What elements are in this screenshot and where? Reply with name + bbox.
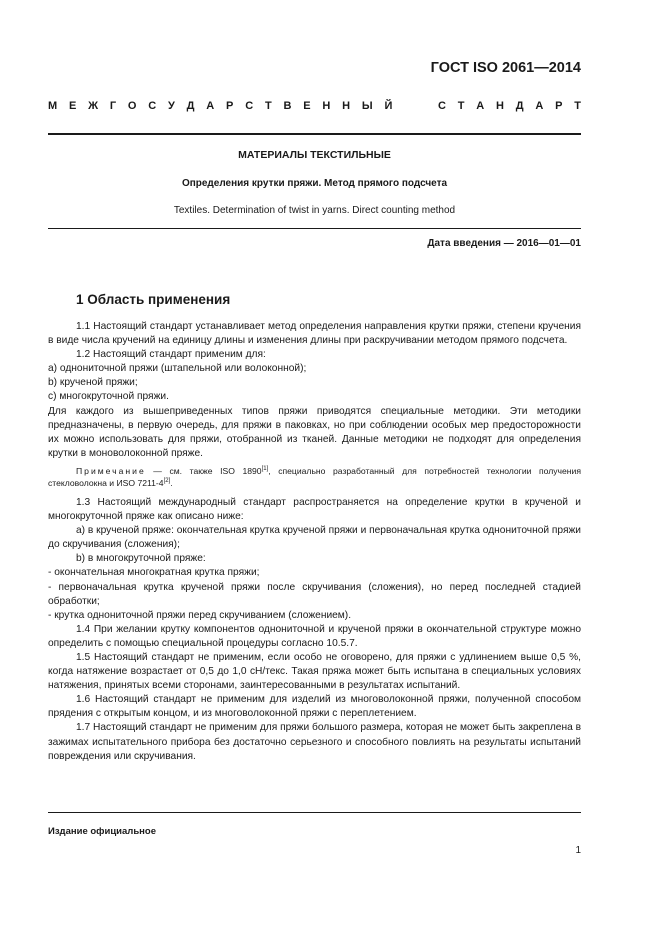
banner-letter: Д xyxy=(515,100,524,112)
banner-letter: О xyxy=(127,100,137,112)
banner-letter: С xyxy=(148,100,157,112)
list-item: - крутка однониточной пряжи перед скручиванием (сложением). xyxy=(48,609,352,621)
banner-letter: Г xyxy=(109,100,117,112)
paragraph-methods: Для каждого из вышеприведенных типов пряжи приводятся специальные методики. Эти методики предназначены, в первую очередь, для пряжи в паковках, но при соблюдении особых мер предосторожности их можно использовать для пряжи, отобранной из тканей. Данные методики не подходят для определения крутки в моноволоконной пряже. xyxy=(48,405,581,459)
list-item: b) крученой пряжи; xyxy=(48,377,138,389)
note-label: Примечание xyxy=(76,465,146,476)
document-designation: ГОСТ ISO 2061—2014 xyxy=(430,60,581,76)
banner-letter: Ж xyxy=(88,100,99,112)
standard-title: МАТЕРИАЛЫ ТЕКСТИЛЬНЫЕ xyxy=(238,149,391,161)
paragraph-1-7: 1.7 Настоящий стандарт не применим для пряжи большого размера, которая не может быть закреплена в зажимах испытательного прибора без достаточно серьезного и способного повлиять на результаты испытаний повреждения или скручивания. xyxy=(48,722,581,762)
paragraph-1-4: 1.4 При желании крутку компонентов однониточной и крученой пряжи в окончательной структуре можно определить с помощью специальной процедуры согласно 10.5.7. xyxy=(48,623,581,649)
english-title: Textiles. Determination of twist in yarns. Direct counting method xyxy=(173,205,456,216)
page-number: 1 xyxy=(575,845,581,856)
paragraph-1-5: 1.5 Настоящий стандарт не применим, если особо не оговорено, для пряжи с удлинением выше 0,5 %, когда натяжение возрастает от 0,5 до 1,0 сН/текс. Такая пряжа может быть испытана в специальных условиях натяжения, принятых всеми сторонами, заинтересованными в результатах испытаний. xyxy=(48,651,581,692)
list-item: с) многокруточной пряжи. xyxy=(48,391,169,403)
note-text: , специально разработанный для потребностей технологии получения стекловолокна и ИSO 7211-4 xyxy=(48,465,581,488)
banner-letter: А xyxy=(535,100,544,112)
list-item: а) однониточной пряжи (штапельной или волоконной); xyxy=(48,363,307,375)
banner-letter: Ы xyxy=(361,100,373,112)
paragraph-1-3: 1.3 Настоящий международный стандарт распространяется на определение крутки в крученой и многокруточной пряже как описано ниже: xyxy=(48,496,581,523)
reference-marker: [1] xyxy=(261,466,269,473)
banner-letter: А xyxy=(476,100,485,112)
banner-letter: У xyxy=(168,100,175,112)
note-text: — см. также ISO 1890 xyxy=(145,465,262,476)
banner-letter: В xyxy=(283,100,292,112)
reference-marker: [2] xyxy=(163,478,171,485)
banner-letter: Е xyxy=(68,100,77,112)
banner-letter: Н xyxy=(322,100,331,112)
banner-letter: Н xyxy=(495,100,504,112)
official-edition-label: Издание официальное xyxy=(48,826,156,837)
list-item: - первоначальная крутка крученой пряжи после скручивания (сложения), но перед последней стадией обработки; xyxy=(48,581,581,607)
note xyxy=(48,465,581,489)
banner-letter: Н xyxy=(342,100,351,112)
list-item: b) в многокруточной пряже: xyxy=(76,553,206,565)
list-item: а) в крученой пряже: окончательная крутка крученой пряжи и первоначальная крутка однониточной пряжи до скручивания (сложения); xyxy=(48,525,581,551)
banner-letter: Т xyxy=(264,100,272,112)
interstate-standard-banner xyxy=(48,100,581,112)
banner-letter: Р xyxy=(226,100,234,112)
header-rule xyxy=(48,133,581,135)
banner-letter: С xyxy=(245,100,254,112)
banner-word-gap xyxy=(404,100,426,112)
paragraph-1-2: 1.2 Настоящий стандарт применим для: xyxy=(76,349,266,361)
banner-letter: Р xyxy=(555,100,563,112)
banner-letter: М xyxy=(48,100,58,112)
standard-subtitle: Определения крутки пряжи. Метод прямого подсчета xyxy=(181,178,448,189)
banner-letter: Т xyxy=(574,100,581,112)
banner-letter: Д xyxy=(186,100,195,112)
banner-letter: А xyxy=(206,100,215,112)
banner-letter: Й xyxy=(384,100,393,112)
title-rule xyxy=(48,228,581,229)
footer-rule xyxy=(48,812,581,813)
note-text: . xyxy=(170,477,173,488)
section-heading: 1 Область применения xyxy=(76,292,231,307)
list-item: - окончательная многократная крутка пряжи; xyxy=(48,567,260,579)
section-body xyxy=(48,320,581,764)
banner-letter: С xyxy=(437,100,446,112)
introduction-date: Дата введения — 2016—01—01 xyxy=(427,238,581,249)
paragraph-1-6: 1.6 Настоящий стандарт не применим для изделий из многоволоконной пряжи, полученной способом прядения с открытым концом, и из многоволоконной пряжи с переплетением. xyxy=(48,694,581,720)
banner-letter: Т xyxy=(457,100,465,112)
paragraph-1-1: 1.1 Настоящий стандарт устанавливает метод определения направления крутки пряжи, степени кручения в виде числа кручений на единицу длины и изменения длины при раскручивании методом прямого подсчета. xyxy=(48,321,581,347)
banner-letter: Е xyxy=(303,100,311,112)
